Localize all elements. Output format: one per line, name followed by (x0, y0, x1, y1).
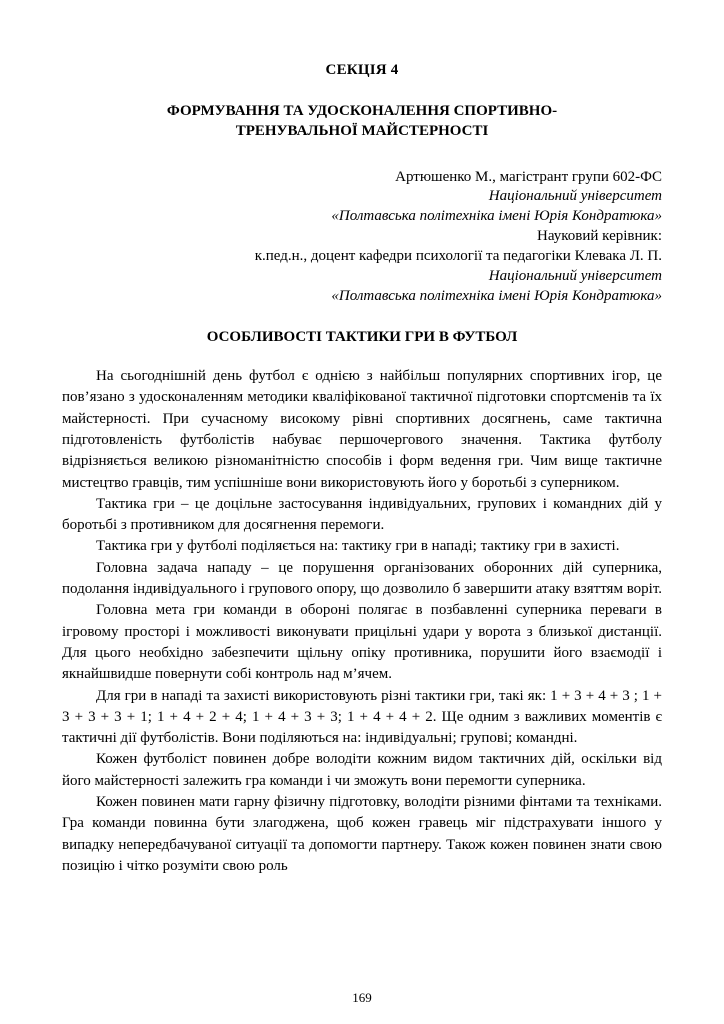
body-paragraph: Для гри в нападі та захисті використовують різні тактики гри, такі як: 1 + 3 + 4 + 3 ; 1 + 3 + 3 + 3 + 1; 1 + 4 + 2 + 4; 1 + 4 + 3 + 3; 1 + 4 + 4 + 2. Ще одним з важливих моментів є тактичні дії футболістів. Вони поділяються на: індивідуальні; групові; командні. (62, 687, 662, 747)
page-title (62, 101, 662, 142)
article-body (62, 366, 662, 877)
author-affiliation-university: Національний університет (488, 188, 662, 205)
body-paragraph: Тактика гри – це доцільне застосування індивідуальних, групових і командних дій у боротьбі з противником для досягнення перемоги. (62, 495, 662, 534)
body-paragraph: Кожен футболіст повинен добре володіти кожним видом тактичних дій, оскільки від його майстерності залежить гра команди і чи зможуть вони перемогти суперника. (62, 751, 662, 789)
body-paragraph: Головна мета гри команди в обороні полягає в позбавленні суперника переваги в ігровому просторі і можливості виконувати прицільні удари у ворота з близької дистанції. Для цього необхідно забезпечити щільну опіку противника, порушити його взаємодії і якнайшвидше повернути собі контроль над м’ячем. (62, 602, 662, 683)
body-paragraph: Тактика гри у футболі поділяється на: тактику гри в нападі; тактику гри в захисті. (96, 538, 620, 555)
section-heading: СЕКЦІЯ 4 (325, 62, 399, 78)
supervisor-name: к.пед.н., доцент кафедри психології та педагогіки Клевака Л. П. (254, 248, 662, 265)
body-paragraph: На сьогоднішній день футбол є однією з найбільш популярних спортивних ігор, це пов’язано з удосконаленням методики кваліфікованої тактичної підготовки спортсменів та їх майстерності. При сучасному високому рівні спортивних досягнень, саме тактична підготовленість футболістів набуває першочергового значення. Тактика футболу відрізняється великою різноманітністю способів і форм ведення гри. Чим вище тактичне мистецтво гравців, тим успішніше вони використовують його у боротьбі з суперником. (62, 368, 662, 491)
page-number: 169 (352, 990, 372, 1005)
body-paragraph: Кожен повинен мати гарну фізичну підготовку, володіти різними фінтами та техніками. Гра команди повинна бути злагоджена, щоб кожен гравець міг підстрахувати іншого у випадку непередбачуваної ситуації та допомогти партнеру. Також кожен повинен знати свою позицію і чітко розуміти свою роль (62, 794, 662, 874)
author-affiliation-institute: «Полтавська політехніка імені Юрія Кондратюка» (331, 208, 662, 225)
article-title: ОСОБЛИВОСТІ ТАКТИКИ ГРИ В ФУТБОЛ (206, 329, 518, 346)
supervisor-label: Науковий керівник: (537, 228, 662, 245)
page-title-line-2: ТРЕНУВАЛЬНОЇ МАЙСТЕРНОСТІ (235, 123, 489, 140)
supervisor-affiliation-institute: «Полтавська політехніка імені Юрія Кондратюка» (331, 288, 662, 305)
author-block (62, 168, 662, 308)
supervisor-affiliation-university: Національний університет (488, 268, 662, 285)
body-paragraph: Головна задача нападу – це порушення організованих оборонних дій суперника, подолання індивідуального і групового опору, що дозволило б завершити атаку взяттям воріт. (62, 559, 663, 598)
author-name: Артюшенко М., магістрант групи 602-ФС (395, 168, 662, 185)
page-title-line-1: ФОРМУВАННЯ ТА УДОСКОНАЛЕННЯ СПОРТИВНО- (166, 103, 558, 119)
